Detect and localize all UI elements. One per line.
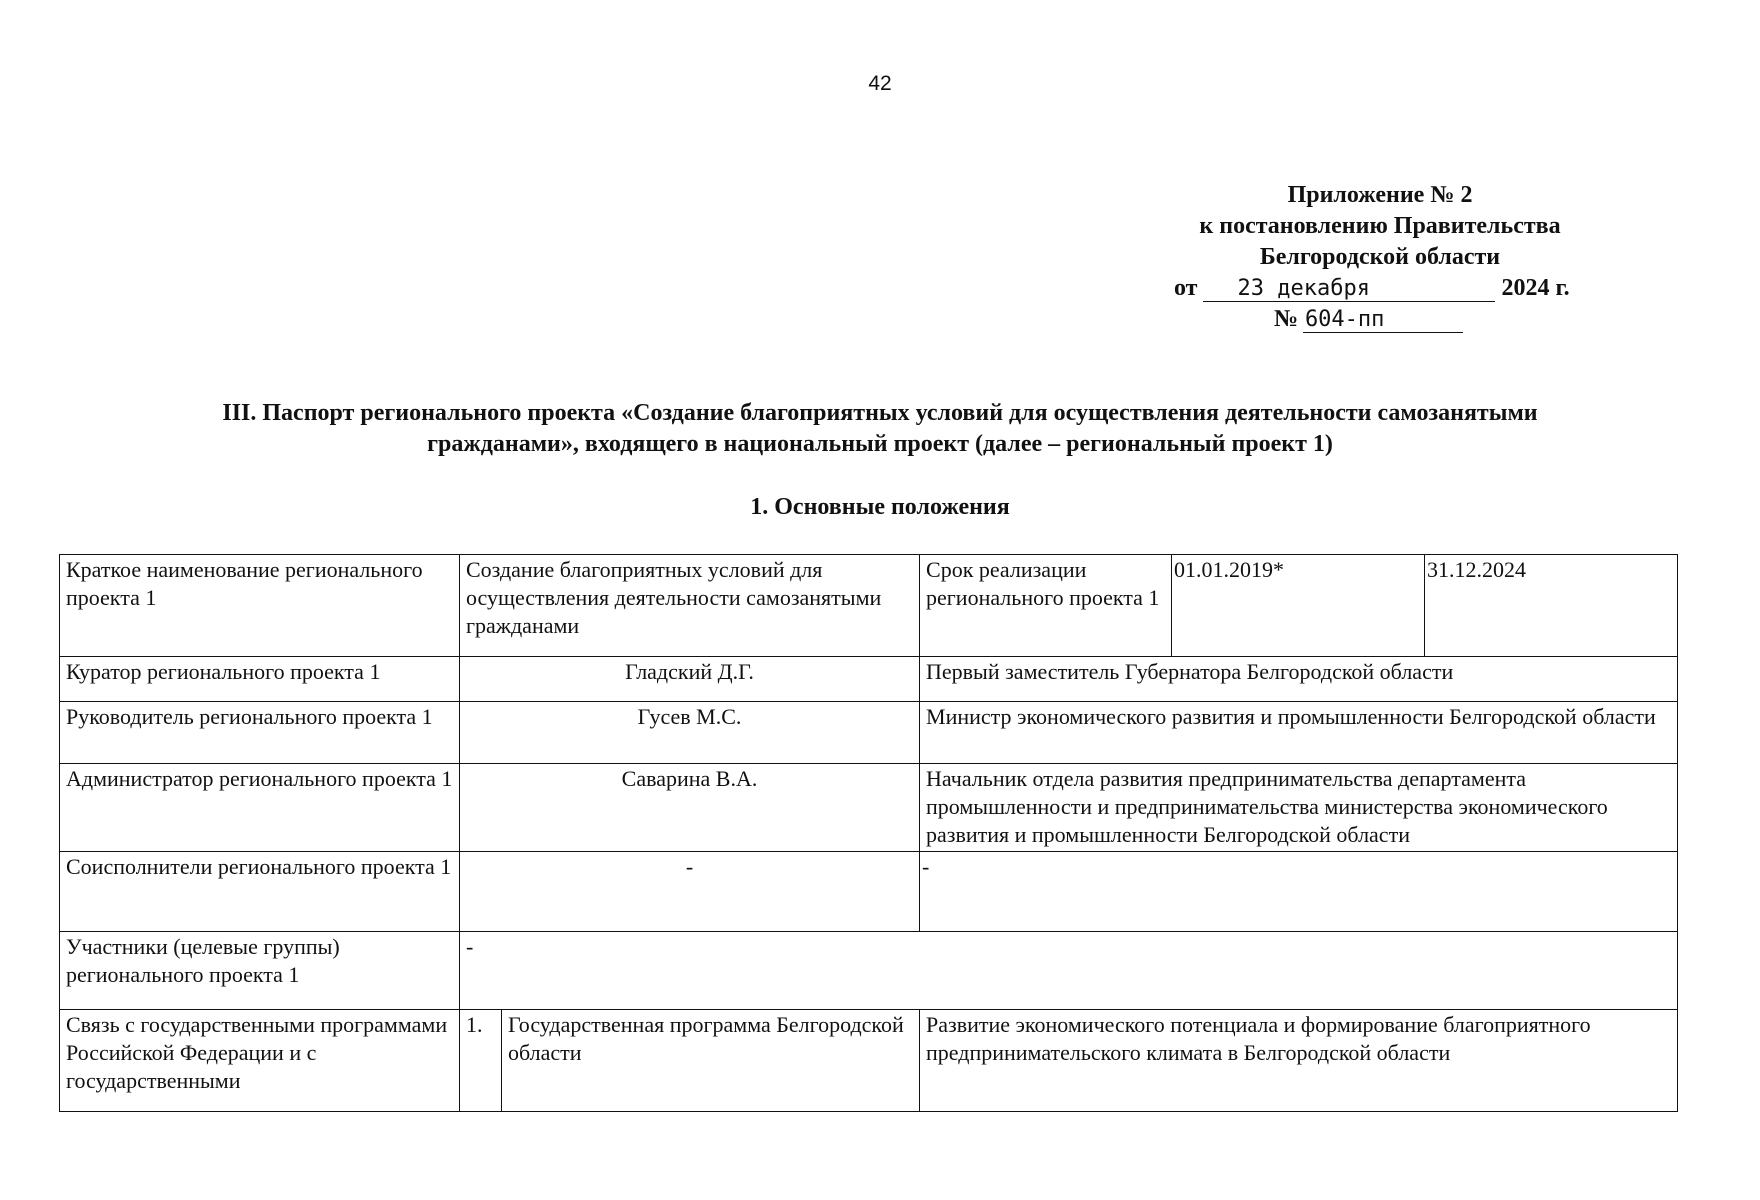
coexec-position: - bbox=[920, 852, 1678, 932]
table-row bbox=[60, 657, 1678, 702]
head-name: Гусев М.С. bbox=[460, 702, 920, 764]
document-title-line2: гражданами», входящего в национальный проект (далее – региональный проект 1) bbox=[427, 431, 1333, 457]
page-number: 42 bbox=[868, 72, 892, 95]
date-prefix: от bbox=[1174, 275, 1198, 301]
appendix-resolution: к постановлению Правительства bbox=[1199, 213, 1561, 239]
short-name-label: Краткое наименование регионального проекта 1 bbox=[60, 555, 460, 657]
short-name-value: Создание благоприятных условий для осуществления деятельности самозанятыми гражданами bbox=[460, 555, 920, 657]
coexec-label: Соисполнители регионального проекта 1 bbox=[60, 852, 460, 932]
admin-name: Саварина В.А. bbox=[460, 764, 920, 852]
appendix-block bbox=[1160, 180, 1600, 335]
link-program: Государственная программа Белгородской области bbox=[502, 1010, 920, 1112]
table-row bbox=[60, 852, 1678, 932]
participants-label: Участники (целевые группы) регионального проекта 1 bbox=[60, 932, 460, 1010]
term-start: 01.01.2019* bbox=[1172, 555, 1425, 657]
term-label: Срок реализации регионального проекта 1 bbox=[920, 555, 1172, 657]
appendix-date-line bbox=[1160, 273, 1600, 304]
appendix-title: Приложение № 2 bbox=[1287, 182, 1473, 208]
date-suffix: 2024 г. bbox=[1501, 275, 1570, 301]
curator-label: Куратор регионального проекта 1 bbox=[60, 657, 460, 702]
admin-label: Администратор регионального проекта 1 bbox=[60, 764, 460, 852]
table-row bbox=[60, 764, 1678, 852]
number-prefix: № bbox=[1274, 306, 1299, 332]
curator-position: Первый заместитель Губернатора Белгородской области bbox=[920, 657, 1678, 702]
appendix-region: Белгородской области bbox=[1259, 244, 1501, 270]
head-label: Руководитель регионального проекта 1 bbox=[60, 702, 460, 764]
document-title-line1: III. Паспорт регионального проекта «Создание благоприятных условий для осуществления деятельности самозанятыми bbox=[222, 400, 1538, 426]
admin-position: Начальник отдела развития предпринимательства департамента промышленности и предпринимательства министерства экономического развития и промышленности Белгородской области bbox=[920, 764, 1678, 852]
link-num: 1. bbox=[460, 1010, 502, 1112]
table-row bbox=[60, 1010, 1678, 1112]
table-row bbox=[60, 932, 1678, 1010]
document-title bbox=[80, 398, 1680, 460]
table-row bbox=[60, 555, 1678, 657]
head-position: Министр экономического развития и промышленности Белгородской области bbox=[920, 702, 1678, 764]
table-row bbox=[60, 702, 1678, 764]
term-end: 31.12.2024 bbox=[1425, 555, 1678, 657]
date-value: 23 декабря bbox=[1203, 277, 1495, 302]
coexec-name: - bbox=[460, 852, 920, 932]
participants-value: - bbox=[460, 932, 1678, 1010]
appendix-number-line bbox=[1160, 304, 1600, 335]
passport-table bbox=[59, 554, 1678, 1112]
link-label: Связь с государственными программами Российской Федерации и с государственными bbox=[60, 1010, 460, 1112]
section-title: 1. Основные положения bbox=[750, 494, 1010, 520]
curator-name: Гладский Д.Г. bbox=[460, 657, 920, 702]
link-program-name: Развитие экономического потенциала и формирование благоприятного предпринимательского климата в Белгородской области bbox=[920, 1010, 1678, 1112]
number-value: 604-пп bbox=[1303, 308, 1463, 333]
